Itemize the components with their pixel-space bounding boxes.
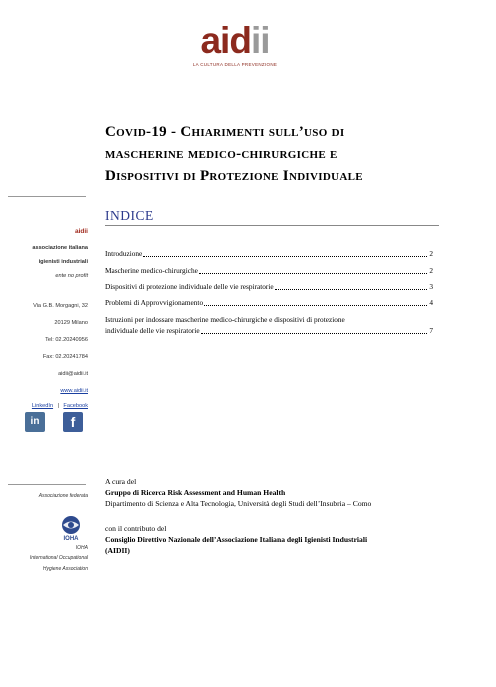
toc-item-label-line-1: Istruzioni per indossare mascherine medico-chirurgiche e dispositivi di protezione [105, 315, 345, 324]
toc-item-dpi[interactable] [105, 281, 433, 292]
sidebar-address-2: 20129 Milano [54, 320, 88, 326]
facebook-link[interactable]: Facebook [63, 403, 88, 409]
credits-block [105, 476, 460, 509]
toc-item-label: Introduzione [105, 249, 143, 258]
index-divider [105, 225, 439, 226]
toc-leader-dots [199, 273, 427, 274]
ioha-abbr: IOHA [75, 545, 88, 551]
toc-item-istruzioni[interactable] [105, 314, 433, 336]
ioha-logo-text: IOHA [63, 536, 79, 542]
linkedin-icon[interactable]: in [25, 412, 45, 432]
credits-contribution: con il contributo del [105, 524, 167, 533]
toc-leader-dots [204, 305, 427, 306]
title-line-2: mascherine medico-chirurgiche e [105, 146, 338, 162]
toc-item-introduzione[interactable] [105, 248, 433, 259]
sidebar-website-link[interactable]: www.aidii.it [60, 388, 88, 394]
toc-item-page: 3 [429, 282, 433, 291]
logo-wordmark [190, 22, 280, 60]
ioha-line-2: Hygiene Association [42, 566, 88, 572]
credits-council-line-2: (AIDII) [105, 546, 130, 555]
credits-group: Gruppo di Ricerca Risk Assessment and Human Health [105, 488, 286, 497]
toc-leader-dots [143, 256, 427, 257]
sidebar-fax: Fax: 02.20241784 [42, 354, 88, 360]
ioha-line-1: International Occupational [29, 555, 88, 561]
sidebar-tel: Tel: 02.20240956 [45, 337, 88, 343]
sidebar-org-line2: igienisti industriali [38, 259, 88, 265]
credits-contribution-block [105, 523, 460, 556]
sidebar-org [8, 226, 88, 282]
sidebar-org-line1: associazione italiana [32, 245, 88, 251]
logo-word-a: aid [200, 20, 251, 61]
toc-item-approvvigionamento[interactable] [105, 297, 433, 308]
toc-item-label: Dispositivi di protezione individuale delle vie respiratorie [105, 282, 274, 291]
toc-item-label: Mascherine medico-chirurgiche [105, 266, 198, 275]
credits-council-line-1: Consiglio Direttivo Nazionale dell’Associazione Italiana degli Igienisti Industriali [105, 535, 368, 544]
toc-item-page: 2 [429, 266, 433, 275]
sidebar-email: aidii@aidii.it [58, 371, 88, 377]
toc-leader-dots [275, 289, 428, 290]
sidebar-ioha [8, 544, 88, 575]
linkedin-link[interactable]: LinkedIn [31, 403, 54, 409]
credits-department: Dipartimento di Scienza e Alta Tecnologia, Università degli Studi dell’Insubria – Como [105, 499, 372, 508]
toc-item-page: 2 [429, 249, 433, 258]
toc-item-label-line-2: individuale delle vie respiratorie [105, 326, 200, 335]
facebook-icon[interactable]: f [63, 412, 83, 432]
social-separator: | [57, 403, 59, 409]
sidebar-org-short: aidii [74, 228, 88, 235]
sidebar-social-links [8, 394, 88, 413]
ioha-logo-icon [57, 514, 85, 542]
sidebar-contacts [8, 299, 88, 398]
sidebar-address-1: Via G.B. Morgagni, 32 [33, 303, 88, 309]
toc-leader-dots [201, 333, 428, 334]
title-line-1: Covid-19 - Chiarimenti sull’uso di [105, 124, 345, 140]
logo-tagline: LA CULTURA DELLA PREVENZIONE [192, 62, 278, 67]
toc-item-page: 4 [429, 298, 433, 307]
document-title [105, 121, 441, 187]
sidebar-divider-top [8, 196, 86, 197]
social-icons [8, 412, 88, 434]
sidebar-divider-bottom [8, 484, 86, 485]
toc-item-label: Problemi di Approvvigionamento [105, 298, 204, 307]
toc-item-page: 7 [429, 326, 433, 335]
title-line-3: Dispositivi di Protezione Individuale [105, 168, 363, 184]
sidebar-federation [8, 491, 88, 502]
sidebar-org-note: ente no profit [55, 273, 88, 279]
index-heading: INDICE [105, 208, 154, 223]
credits-curated-by: A cura del [105, 477, 137, 486]
logo-word-b: ii [250, 20, 270, 61]
federate-label: Associazione federata [38, 493, 88, 499]
toc-item-mascherine[interactable] [105, 265, 433, 276]
aidii-logo [190, 22, 280, 74]
